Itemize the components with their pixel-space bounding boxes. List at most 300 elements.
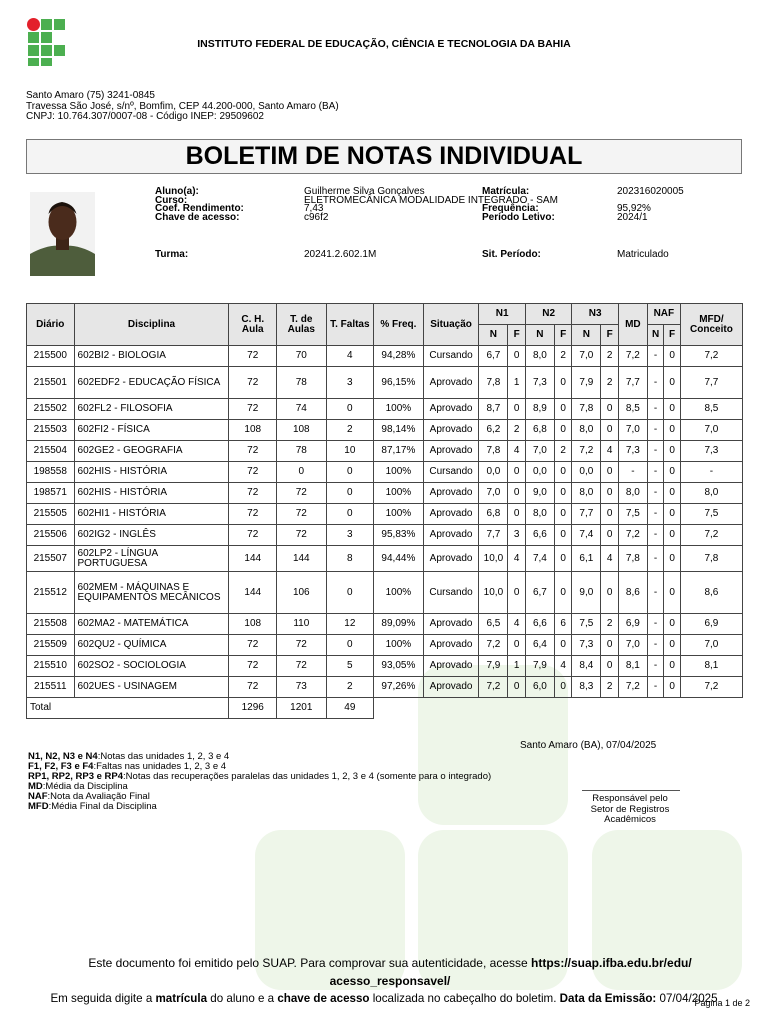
footer-data-value: 07/04/2025 xyxy=(656,992,718,1005)
total-ch: 1296 xyxy=(229,698,277,719)
cell-n2-f: 0 xyxy=(554,367,572,399)
cell-n2-n: 9,0 xyxy=(525,483,554,504)
cell-n2-f: 0 xyxy=(554,504,572,525)
cell-n2-f: 0 xyxy=(554,572,572,614)
cell-freq: 100% xyxy=(374,572,424,614)
col-freq: % Freq. xyxy=(374,304,424,346)
col-mfd: MFD/ Conceito xyxy=(680,304,742,346)
cell-tf: 0 xyxy=(326,462,374,483)
cell-tf: 3 xyxy=(326,367,374,399)
cell-disciplina: 602HI1 - HISTÓRIA xyxy=(74,504,229,525)
cell-n1-n: 7,9 xyxy=(479,656,508,677)
coef-label: Coef. Rendimento: xyxy=(155,203,244,214)
cell-ch: 72 xyxy=(229,367,277,399)
cell-tf: 0 xyxy=(326,483,374,504)
cell-n3-n: 7,0 xyxy=(572,346,601,367)
footer-text-3c: do aluno e a xyxy=(207,992,278,1005)
cell-n3-f: 2 xyxy=(601,677,619,698)
cell-situacao: Cursando xyxy=(423,462,479,483)
cell-n2-n: 8,9 xyxy=(525,399,554,420)
table-row xyxy=(27,367,743,399)
cell-situacao: Aprovado xyxy=(423,635,479,656)
cell-ch: 144 xyxy=(229,546,277,572)
legend-key: MFD xyxy=(28,801,49,812)
cell-naf-n: - xyxy=(647,656,664,677)
cell-ch: 72 xyxy=(229,462,277,483)
cell-n1-f: 0 xyxy=(508,635,526,656)
cell-n3-n: 6,1 xyxy=(572,546,601,572)
cell-mfd: 7,0 xyxy=(680,420,742,441)
cell-situacao: Aprovado xyxy=(423,399,479,420)
cell-tf: 8 xyxy=(326,546,374,572)
cell-freq: 94,44% xyxy=(374,546,424,572)
table-row xyxy=(27,572,743,614)
cell-ch: 72 xyxy=(229,441,277,462)
student-info-values-2 xyxy=(617,188,684,222)
table-row xyxy=(27,462,743,483)
cell-n1-n: 7,7 xyxy=(479,525,508,546)
cell-n2-f: 2 xyxy=(554,346,572,367)
cell-ch: 144 xyxy=(229,572,277,614)
col-disciplina: Disciplina xyxy=(74,304,229,346)
cell-n2-f: 2 xyxy=(554,441,572,462)
cell-disciplina: 602FL2 - FILOSOFIA xyxy=(74,399,229,420)
cell-tf: 10 xyxy=(326,441,374,462)
table-row xyxy=(27,346,743,367)
cell-ch: 72 xyxy=(229,483,277,504)
cell-disciplina: 602FI2 - FÍSICA xyxy=(74,420,229,441)
cell-md: 7,5 xyxy=(618,504,647,525)
cell-mfd: 7,8 xyxy=(680,546,742,572)
freq-label: Frequência: xyxy=(482,203,539,214)
cell-md: - xyxy=(618,462,647,483)
cell-n2-f: 0 xyxy=(554,483,572,504)
cell-n1-f: 0 xyxy=(508,346,526,367)
cell-diario: 198571 xyxy=(27,483,75,504)
cell-n3-n: 8,0 xyxy=(572,483,601,504)
cell-naf-n: - xyxy=(647,420,664,441)
legend-key: F1, F2, F3 e F4 xyxy=(28,761,94,772)
cell-n3-n: 7,9 xyxy=(572,367,601,399)
legend xyxy=(28,752,498,812)
cell-n3-f: 0 xyxy=(601,572,619,614)
cell-n2-n: 6,6 xyxy=(525,525,554,546)
table-row xyxy=(27,504,743,525)
cell-mfd: 7,2 xyxy=(680,346,742,367)
cell-situacao: Aprovado xyxy=(423,441,479,462)
curso-value: ELETROMECÂNICA MODALIDADE INTEGRADO - SAM xyxy=(304,194,558,206)
cell-tf: 0 xyxy=(326,504,374,525)
cell-n3-f: 0 xyxy=(601,504,619,525)
cell-td: 72 xyxy=(277,483,327,504)
cell-mfd: 6,9 xyxy=(680,614,742,635)
cell-situacao: Cursando xyxy=(423,346,479,367)
cell-situacao: Aprovado xyxy=(423,504,479,525)
cell-n3-f: 0 xyxy=(601,420,619,441)
cell-mfd: 7,5 xyxy=(680,504,742,525)
cell-tf: 4 xyxy=(326,346,374,367)
cell-n2-n: 6,8 xyxy=(525,420,554,441)
col-situacao: Situação xyxy=(423,304,479,346)
footer-text-3e: localizada no cabeçalho do boletim. xyxy=(369,992,560,1005)
cell-n1-n: 7,2 xyxy=(479,677,508,698)
cell-disciplina: 602HIS - HISTÓRIA xyxy=(74,462,229,483)
page-number: Página 1 de 2 xyxy=(694,998,750,1008)
cell-td: 78 xyxy=(277,441,327,462)
cell-naf-f: 0 xyxy=(664,504,681,525)
cell-n2-n: 8,0 xyxy=(525,504,554,525)
cell-naf-f: 0 xyxy=(664,656,681,677)
cell-n2-n: 7,3 xyxy=(525,367,554,399)
table-row xyxy=(27,656,743,677)
cell-naf-f: 0 xyxy=(664,635,681,656)
table-row xyxy=(27,635,743,656)
col-n: N xyxy=(572,325,601,346)
cell-naf-f: 0 xyxy=(664,572,681,614)
cell-n3-n: 7,3 xyxy=(572,635,601,656)
cell-n3-n: 0,0 xyxy=(572,462,601,483)
cell-mfd: 7,2 xyxy=(680,677,742,698)
cell-n2-n: 0,0 xyxy=(525,462,554,483)
cell-freq: 95,83% xyxy=(374,525,424,546)
cell-md: 7,0 xyxy=(618,420,647,441)
cell-ch: 72 xyxy=(229,677,277,698)
cell-naf-n: - xyxy=(647,525,664,546)
cell-n1-f: 0 xyxy=(508,483,526,504)
cell-td: 144 xyxy=(277,546,327,572)
cell-situacao: Aprovado xyxy=(423,420,479,441)
cell-disciplina: 602EDF2 - EDUCAÇÃO FÍSICA xyxy=(74,367,229,399)
cell-situacao: Aprovado xyxy=(423,656,479,677)
legend-key: NAF xyxy=(28,791,48,802)
cell-md: 8,6 xyxy=(618,572,647,614)
cell-n1-f: 4 xyxy=(508,546,526,572)
cell-freq: 93,05% xyxy=(374,656,424,677)
cell-n2-f: 4 xyxy=(554,656,572,677)
cell-n3-f: 2 xyxy=(601,367,619,399)
legend-key: RP1, RP2, RP3 e RP4 xyxy=(28,771,124,782)
cell-n2-f: 0 xyxy=(554,546,572,572)
cell-diario: 215507 xyxy=(27,546,75,572)
cell-n1-n: 7,8 xyxy=(479,367,508,399)
cell-diario: 215503 xyxy=(27,420,75,441)
cell-n3-f: 0 xyxy=(601,462,619,483)
cell-n2-f: 0 xyxy=(554,677,572,698)
cell-freq: 98,14% xyxy=(374,420,424,441)
cell-disciplina: 602MA2 - MATEMÁTICA xyxy=(74,614,229,635)
col-n3: N3 xyxy=(572,304,618,325)
cell-mfd: 7,3 xyxy=(680,441,742,462)
cell-diario: 215510 xyxy=(27,656,75,677)
cell-tf: 0 xyxy=(326,635,374,656)
grades-table xyxy=(26,303,743,719)
cell-disciplina: 602BI2 - BIOLOGIA xyxy=(74,346,229,367)
cell-naf-n: - xyxy=(647,346,664,367)
cell-mfd: 8,1 xyxy=(680,656,742,677)
col-diario: Diário xyxy=(27,304,75,346)
legend-item xyxy=(28,802,498,812)
cell-n1-n: 6,8 xyxy=(479,504,508,525)
periodo-label: Período Letivo: xyxy=(482,211,555,223)
table-row xyxy=(27,614,743,635)
cell-situacao: Aprovado xyxy=(423,483,479,504)
cell-disciplina: 602IG2 - INGLÊS xyxy=(74,525,229,546)
cell-diario: 215509 xyxy=(27,635,75,656)
chave-label: Chave de acesso: xyxy=(155,211,240,223)
cell-n3-f: 0 xyxy=(601,399,619,420)
aluno-label: Aluno(a): xyxy=(155,186,199,197)
legend-key: MD xyxy=(28,781,43,792)
cell-naf-n: - xyxy=(647,483,664,504)
cell-n3-n: 7,4 xyxy=(572,525,601,546)
cell-mfd: 7,0 xyxy=(680,635,742,656)
cell-n1-f: 0 xyxy=(508,399,526,420)
cell-n1-n: 10,0 xyxy=(479,572,508,614)
cell-n1-f: 0 xyxy=(508,462,526,483)
cell-td: 0 xyxy=(277,462,327,483)
legend-key: N1, N2, N3 e N4 xyxy=(28,751,98,762)
cell-diario: 215502 xyxy=(27,399,75,420)
cell-ch: 72 xyxy=(229,525,277,546)
cell-freq: 100% xyxy=(374,483,424,504)
footer-text-3a: Em seguida digite a xyxy=(50,992,156,1005)
col-md: MD xyxy=(618,304,647,346)
total-tf: 49 xyxy=(326,698,374,719)
page-title: BOLETIM DE NOTAS INDIVIDUAL xyxy=(185,142,583,170)
cell-md: 7,8 xyxy=(618,546,647,572)
cell-situacao: Aprovado xyxy=(423,614,479,635)
cell-n1-n: 6,2 xyxy=(479,420,508,441)
cell-diario: 215504 xyxy=(27,441,75,462)
signature-text xyxy=(560,794,700,826)
place-date: Santo Amaro (BA), 07/04/2025 xyxy=(520,740,657,751)
cell-td: 73 xyxy=(277,677,327,698)
cell-td: 110 xyxy=(277,614,327,635)
footer-line-2 xyxy=(20,972,760,990)
institution-name: INSTITUTO FEDERAL DE EDUCAÇÃO, CIÊNCIA E TECNOLOGIA DA BAHIA xyxy=(197,38,571,50)
student-photo xyxy=(30,192,95,276)
cell-naf-f: 0 xyxy=(664,399,681,420)
cell-mfd: 8,0 xyxy=(680,483,742,504)
cell-n2-f: 0 xyxy=(554,420,572,441)
cell-situacao: Aprovado xyxy=(423,546,479,572)
cell-n3-f: 4 xyxy=(601,441,619,462)
cell-n1-n: 7,8 xyxy=(479,441,508,462)
cell-n1-n: 0,0 xyxy=(479,462,508,483)
cell-naf-n: - xyxy=(647,462,664,483)
cell-situacao: Cursando xyxy=(423,572,479,614)
periodo-value: 2024/1 xyxy=(617,211,648,223)
freq-value: 95,92% xyxy=(617,203,651,214)
cell-n2-n: 7,9 xyxy=(525,656,554,677)
cell-naf-n: - xyxy=(647,572,664,614)
cell-freq: 89,09% xyxy=(374,614,424,635)
cell-disciplina: 602GE2 - GEOGRAFIA xyxy=(74,441,229,462)
cell-n2-n: 7,0 xyxy=(525,441,554,462)
cell-n1-n: 10,0 xyxy=(479,546,508,572)
table-row xyxy=(27,483,743,504)
cell-n3-f: 2 xyxy=(601,346,619,367)
col-n2: N2 xyxy=(525,304,571,325)
cell-md: 8,5 xyxy=(618,399,647,420)
cell-diario: 215501 xyxy=(27,367,75,399)
cell-td: 72 xyxy=(277,504,327,525)
col-n: N xyxy=(525,325,554,346)
cell-n1-f: 1 xyxy=(508,367,526,399)
cell-n2-f: 0 xyxy=(554,525,572,546)
cell-naf-f: 0 xyxy=(664,677,681,698)
col-tf: T. Faltas xyxy=(326,304,374,346)
col-n1: N1 xyxy=(479,304,525,325)
cell-n1-f: 0 xyxy=(508,572,526,614)
curso-label: Curso: xyxy=(155,194,188,206)
cell-diario: 215506 xyxy=(27,525,75,546)
cell-naf-f: 0 xyxy=(664,614,681,635)
cell-freq: 100% xyxy=(374,399,424,420)
cell-mfd: 7,2 xyxy=(680,525,742,546)
cell-disciplina: 602LP2 - LÍNGUA PORTUGUESA xyxy=(74,546,229,572)
cell-md: 8,0 xyxy=(618,483,647,504)
cell-tf: 5 xyxy=(326,656,374,677)
cell-td: 72 xyxy=(277,635,327,656)
cell-ch: 108 xyxy=(229,614,277,635)
legend-value: :Média da Disciplina xyxy=(42,781,128,792)
cell-naf-f: 0 xyxy=(664,546,681,572)
total-td: 1201 xyxy=(277,698,327,719)
footer-link[interactable]: https://suap.ifba.edu.br/edu/ xyxy=(531,956,692,970)
cell-naf-f: 0 xyxy=(664,420,681,441)
cell-md: 7,7 xyxy=(618,367,647,399)
cell-naf-f: 0 xyxy=(664,441,681,462)
legend-value: :Nota da Avaliação Final xyxy=(47,791,150,802)
table-row xyxy=(27,677,743,698)
cell-mfd: 7,7 xyxy=(680,367,742,399)
footer-data-label: Data da Emissão: xyxy=(559,992,657,1005)
cell-freq: 97,26% xyxy=(374,677,424,698)
cell-n2-f: 0 xyxy=(554,462,572,483)
cell-n3-n: 8,4 xyxy=(572,656,601,677)
cell-disciplina: 602HIS - HISTÓRIA xyxy=(74,483,229,504)
cell-ch: 108 xyxy=(229,420,277,441)
sit-value: Matriculado xyxy=(617,249,669,260)
chave-value: c96f2 xyxy=(304,211,329,223)
signature-line-2: Setor de Registros xyxy=(590,803,670,815)
cell-diario: 215508 xyxy=(27,614,75,635)
cell-naf-n: - xyxy=(647,677,664,698)
cell-n1-f: 1 xyxy=(508,656,526,677)
cell-n2-f: 0 xyxy=(554,635,572,656)
cell-situacao: Aprovado xyxy=(423,677,479,698)
cell-naf-n: - xyxy=(647,441,664,462)
cell-td: 74 xyxy=(277,399,327,420)
legend-value: :Média Final da Disciplina xyxy=(48,801,157,812)
cell-n3-n: 9,0 xyxy=(572,572,601,614)
cell-n3-f: 0 xyxy=(601,483,619,504)
legend-value: :Notas das unidades 1, 2, 3 e 4 xyxy=(97,751,230,762)
cell-td: 72 xyxy=(277,656,327,677)
cell-naf-n: - xyxy=(647,367,664,399)
table-row xyxy=(27,420,743,441)
footer-link-cont[interactable]: acesso_responsavel/ xyxy=(329,974,451,988)
address-cnpj: CNPJ: 10.764.307/0007-08 - Código INEP: 29509602 xyxy=(26,111,264,122)
total-label: Total xyxy=(27,698,229,719)
cell-tf: 3 xyxy=(326,525,374,546)
cell-md: 7,2 xyxy=(618,525,647,546)
cell-freq: 87,17% xyxy=(374,441,424,462)
cell-n3-n: 7,2 xyxy=(572,441,601,462)
cell-td: 72 xyxy=(277,525,327,546)
cell-diario: 215512 xyxy=(27,572,75,614)
cell-n1-f: 3 xyxy=(508,525,526,546)
legend-value: :Notas das recuperações paralelas das unidades 1, 2, 3 e 4 (somente para o integrado) xyxy=(123,771,492,782)
legend-value: :Faltas nas unidades 1, 2, 3 e 4 xyxy=(93,761,227,772)
matricula-label: Matrícula: xyxy=(482,186,530,197)
cell-disciplina: 602SO2 - SOCIOLOGIA xyxy=(74,656,229,677)
col-f: F xyxy=(601,325,619,346)
cell-n3-n: 7,7 xyxy=(572,504,601,525)
cell-diario: 215500 xyxy=(27,346,75,367)
cell-diario: 215511 xyxy=(27,677,75,698)
cell-n1-f: 4 xyxy=(508,614,526,635)
cell-td: 78 xyxy=(277,367,327,399)
cell-n1-f: 0 xyxy=(508,677,526,698)
cell-freq: 96,15% xyxy=(374,367,424,399)
cell-n1-n: 7,0 xyxy=(479,483,508,504)
aluno-value: Guilherme Silva Gonçalves xyxy=(304,186,425,197)
cell-tf: 2 xyxy=(326,677,374,698)
col-f: F xyxy=(554,325,572,346)
signature-line-3: Acadêmicos xyxy=(604,814,656,825)
cell-md: 7,3 xyxy=(618,441,647,462)
cell-n2-f: 0 xyxy=(554,399,572,420)
cell-ch: 72 xyxy=(229,346,277,367)
cell-situacao: Aprovado xyxy=(423,525,479,546)
cell-n3-f: 2 xyxy=(601,614,619,635)
cell-md: 7,0 xyxy=(618,635,647,656)
cell-naf-n: - xyxy=(647,399,664,420)
footer-matricula: matrícula xyxy=(155,992,208,1005)
matricula-value: 202316020005 xyxy=(617,186,684,197)
cell-diario: 215505 xyxy=(27,504,75,525)
cell-disciplina: 602MEM - MÁQUINAS E EQUIPAMENTOS MECÂNICOS xyxy=(74,572,229,614)
sit-label: Sit. Período: xyxy=(482,249,541,260)
cell-n2-n: 8,0 xyxy=(525,346,554,367)
footer-text-1: Este documento foi emitido pelo SUAP. Para comprovar sua autenticidade, acesse xyxy=(88,956,532,970)
cell-tf: 0 xyxy=(326,399,374,420)
cell-freq: 100% xyxy=(374,462,424,483)
cell-disciplina: 602UES - USINAGEM xyxy=(74,677,229,698)
turma-value: 20241.2.602.1M xyxy=(304,249,377,260)
cell-td: 70 xyxy=(277,346,327,367)
col-f: F xyxy=(664,325,681,346)
cell-tf: 2 xyxy=(326,420,374,441)
cell-freq: 100% xyxy=(374,635,424,656)
col-td: T. de Aulas xyxy=(277,304,327,346)
cell-n3-n: 8,3 xyxy=(572,677,601,698)
cell-ch: 72 xyxy=(229,399,277,420)
cell-n3-f: 0 xyxy=(601,525,619,546)
cell-naf-f: 0 xyxy=(664,483,681,504)
turma-label: Turma: xyxy=(155,249,189,260)
cell-n3-n: 7,5 xyxy=(572,614,601,635)
cell-situacao: Aprovado xyxy=(423,367,479,399)
cell-md: 8,1 xyxy=(618,656,647,677)
cell-n3-n: 7,8 xyxy=(572,399,601,420)
student-info-labels-2 xyxy=(482,188,555,222)
cell-n2-f: 6 xyxy=(554,614,572,635)
cell-n1-n: 7,2 xyxy=(479,635,508,656)
cell-n3-n: 8,0 xyxy=(572,420,601,441)
